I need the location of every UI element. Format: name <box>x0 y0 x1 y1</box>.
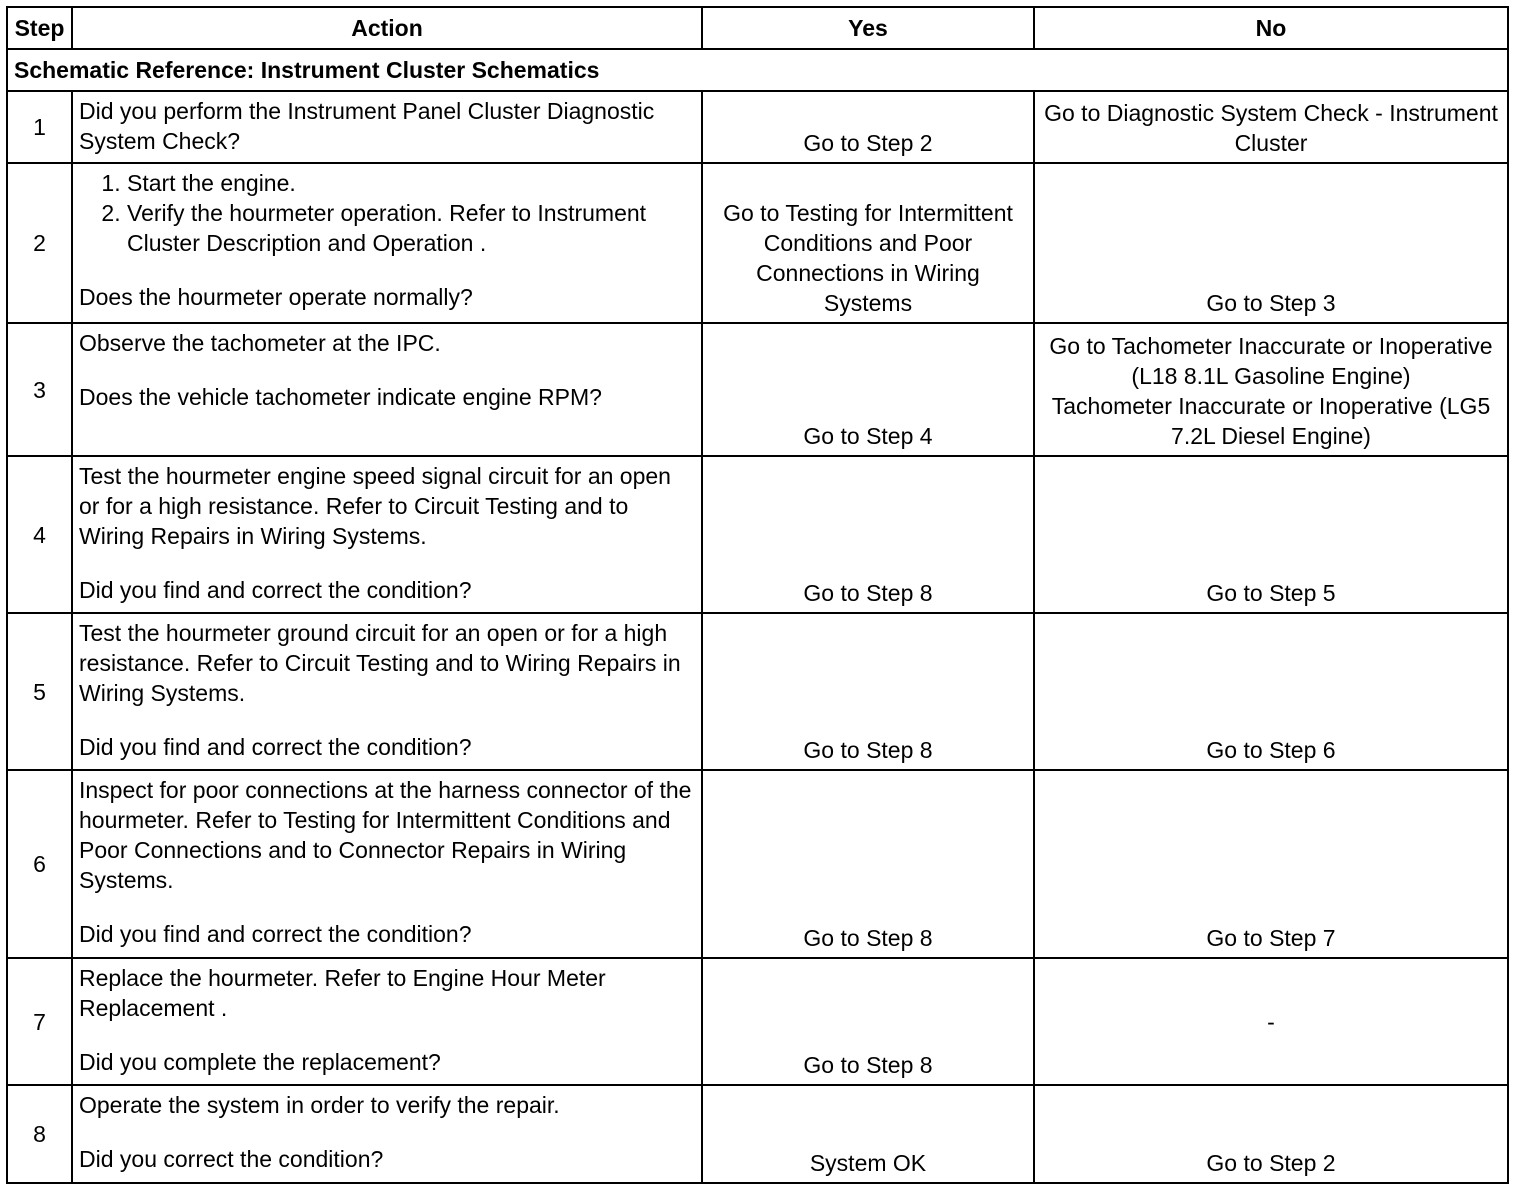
no-cell: Go to Step 6 <box>1034 613 1508 770</box>
header-row <box>7 7 1508 49</box>
action-question: Did you find and correct the condition? <box>79 734 472 760</box>
table-row <box>7 613 1508 770</box>
no-cell: Go to Step 7 <box>1034 770 1508 958</box>
action-question: Did you find and correct the condition? <box>79 577 472 603</box>
action-question: Did you correct the condition? <box>79 1146 384 1172</box>
action-text: Observe the tachometer at the IPC. <box>79 330 441 356</box>
list-item: 2. Verify the hourmeter operation. Refer to Instrument Cluster Description and Operation . <box>127 198 695 258</box>
yes-cell: Go to Testing for Intermittent Conditions and Poor Connections in Wiring Systems <box>702 163 1034 323</box>
step-number: 2 <box>7 163 72 323</box>
action-text: Inspect for poor connections at the harness connector of the hourmeter. Refer to Testing for Intermittent Conditions and Poor Connections and to Connector Repairs in Wiring Systems. <box>79 777 692 893</box>
action-text: Test the hourmeter ground circuit for an open or for a high resistance. Refer to Circuit Testing and to Wiring Repairs in Wiring Systems. <box>79 620 681 706</box>
no-cell: Go to Step 3 <box>1034 163 1508 323</box>
action-list <box>79 168 695 258</box>
table-row <box>7 323 1508 456</box>
step-number: 7 <box>7 958 72 1085</box>
table-row <box>7 958 1508 1085</box>
step-number: 5 <box>7 613 72 770</box>
yes-cell: Go to Step 4 <box>702 323 1034 456</box>
no-cell: - <box>1034 958 1508 1085</box>
yes-cell: Go to Step 8 <box>702 770 1034 958</box>
no-line: Tachometer Inaccurate or Inoperative (LG5 7.2L Diesel Engine) <box>1051 393 1491 449</box>
action-text: Replace the hourmeter. Refer to Engine Hour Meter Replacement . <box>79 965 606 1021</box>
action-cell <box>72 958 702 1085</box>
step-number: 3 <box>7 323 72 456</box>
header-step: Step <box>7 7 72 49</box>
table-row <box>7 456 1508 613</box>
action-cell <box>72 456 702 613</box>
yes-cell: Go to Step 8 <box>702 613 1034 770</box>
yes-cell: Go to Step 8 <box>702 456 1034 613</box>
no-cell: Go to Diagnostic System Check - Instrument Cluster <box>1034 91 1508 163</box>
table-row <box>7 91 1508 163</box>
action-text: Operate the system in order to verify the repair. <box>79 1092 560 1118</box>
table-row <box>7 163 1508 323</box>
action-cell <box>72 613 702 770</box>
action-cell <box>72 91 702 163</box>
header-no: No <box>1034 7 1508 49</box>
action-cell <box>72 163 702 323</box>
action-text: Test the hourmeter engine speed signal circuit for an open or for a high resistance. Refer to Circuit Testing and to Wiring Repairs in Wiring Systems. <box>79 463 671 549</box>
yes-cell: System OK <box>702 1085 1034 1183</box>
step-number: 6 <box>7 770 72 958</box>
step-number: 1 <box>7 91 72 163</box>
no-cell: Go to Step 2 <box>1034 1085 1508 1183</box>
table-row <box>7 770 1508 958</box>
no-line: Go to Tachometer Inaccurate or Inoperative (L18 8.1L Gasoline Engine) <box>1049 333 1493 389</box>
no-cell <box>1034 323 1508 456</box>
step-number: 8 <box>7 1085 72 1183</box>
action-cell <box>72 770 702 958</box>
yes-cell: Go to Step 8 <box>702 958 1034 1085</box>
action-question: Did you complete the replacement? <box>79 1049 441 1075</box>
header-yes: Yes <box>702 7 1034 49</box>
action-question: Does the hourmeter operate normally? <box>79 284 473 310</box>
action-question: Does the vehicle tachometer indicate engine RPM? <box>79 384 602 410</box>
schematic-reference: Schematic Reference: Instrument Cluster Schematics <box>7 49 1508 91</box>
diagnostic-table <box>6 6 1509 1184</box>
header-action: Action <box>72 7 702 49</box>
list-item: 1. Start the engine. <box>127 168 695 198</box>
step-number: 4 <box>7 456 72 613</box>
action-cell <box>72 1085 702 1183</box>
schematic-reference-row <box>7 49 1508 91</box>
no-cell: Go to Step 5 <box>1034 456 1508 613</box>
action-text: Did you perform the Instrument Panel Cluster Diagnostic System Check? <box>79 98 655 154</box>
yes-cell: Go to Step 2 <box>702 91 1034 163</box>
action-question: Did you find and correct the condition? <box>79 921 472 947</box>
action-cell <box>72 323 702 456</box>
table-row <box>7 1085 1508 1183</box>
